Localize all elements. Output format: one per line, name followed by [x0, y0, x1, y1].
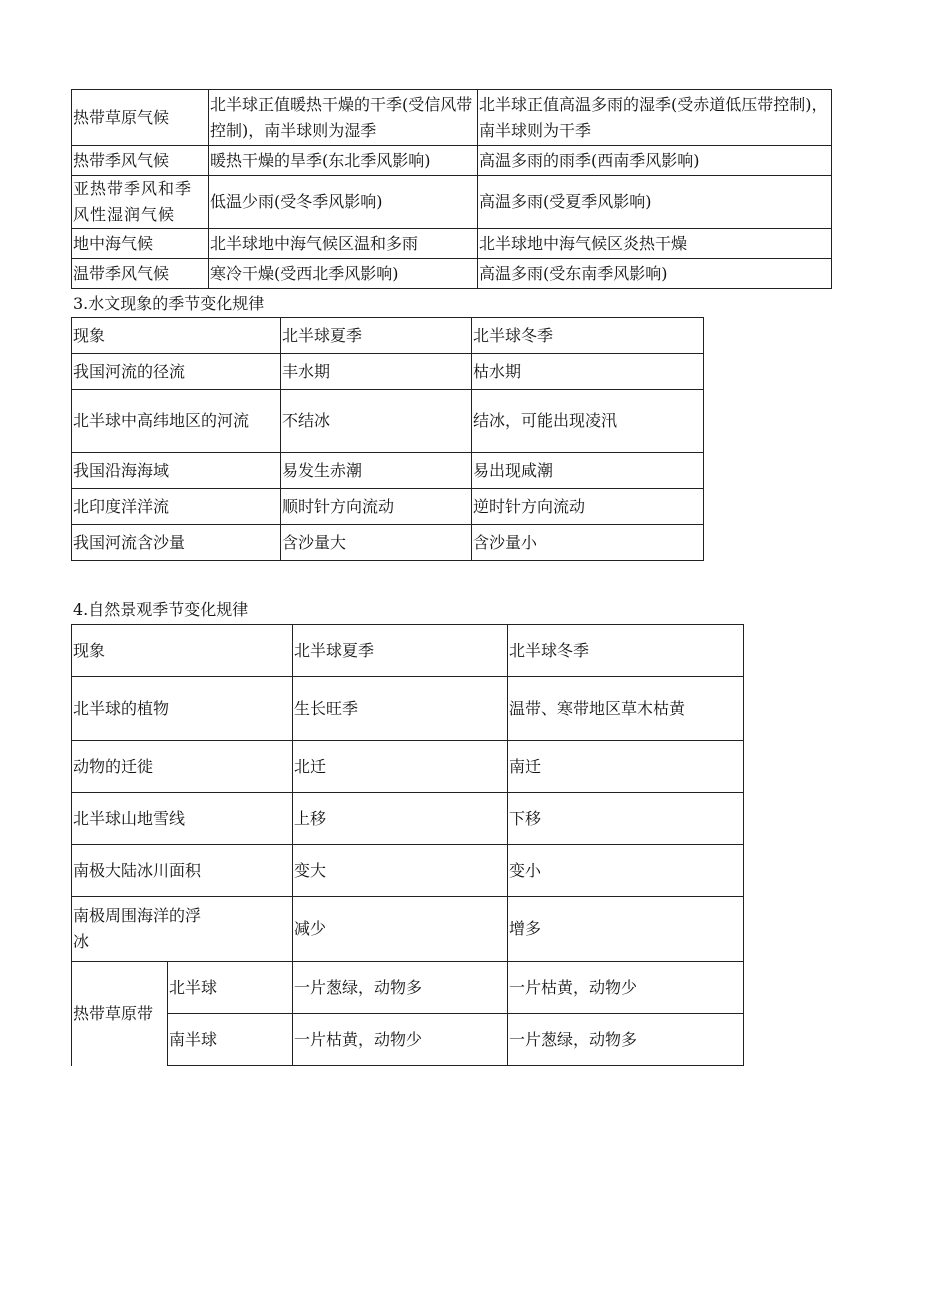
section-heading: 4.自然景观季节变化规律	[73, 600, 249, 619]
climate-north-winter: 高温多雨的雨季(西南季风影响)	[478, 146, 832, 176]
table-row	[72, 525, 704, 561]
table-row	[72, 741, 744, 793]
table-row	[72, 677, 744, 741]
section-heading: 3.水文现象的季节变化规律	[73, 294, 265, 313]
phenomenon-cell: 我国河流含沙量	[72, 525, 281, 561]
winter-cell: 增多	[508, 897, 744, 962]
column-header: 现象	[72, 625, 293, 677]
climate-north-summer: 北半球地中海气候区温和多雨	[209, 229, 478, 259]
table-header-row	[72, 318, 704, 354]
summer-cell: 生长旺季	[293, 677, 508, 741]
climate-name: 亚热带季风和季风性湿润气候	[72, 176, 209, 229]
summer-cell: 顺时针方向流动	[281, 489, 472, 525]
hemisphere-cell: 南半球	[168, 1014, 293, 1066]
winter-cell: 温带、寒带地区草木枯黄	[508, 677, 744, 741]
climate-name: 地中海气候	[72, 229, 209, 259]
winter-cell: 易出现咸潮	[472, 453, 704, 489]
table-row	[72, 1014, 744, 1066]
climate-north-summer: 北半球正值暖热干燥的干季(受信风带控制)，南半球则为湿季	[209, 90, 478, 146]
summer-cell: 上移	[293, 793, 508, 845]
summer-cell: 北迁	[293, 741, 508, 793]
column-header: 北半球冬季	[508, 625, 744, 677]
phenomenon-text: 南极周围海洋的浮冰	[73, 906, 202, 951]
winter-cell: 逆时针方向流动	[472, 489, 704, 525]
climate-season-table	[71, 89, 832, 289]
climate-north-winter: 北半球地中海气候区炎热干燥	[478, 229, 832, 259]
hydrology-season-table	[71, 317, 704, 561]
winter-cell: 含沙量小	[472, 525, 704, 561]
phenomenon-cell: 北印度洋洋流	[72, 489, 281, 525]
phenomenon-cell: 我国河流的径流	[72, 354, 281, 390]
climate-north-summer: 暖热干燥的旱季(东北季风影响)	[209, 146, 478, 176]
winter-cell: 一片枯黄，动物少	[508, 962, 744, 1014]
phenomenon-cell: 动物的迁徙	[72, 741, 293, 793]
phenomenon-cell: 北半球的植物	[72, 677, 293, 741]
table-row	[72, 489, 704, 525]
winter-cell: 下移	[508, 793, 744, 845]
table-row	[72, 962, 744, 1014]
summer-cell: 易发生赤潮	[281, 453, 472, 489]
summer-cell: 变大	[293, 845, 508, 897]
table-row	[72, 793, 744, 845]
summer-cell: 一片枯黄，动物少	[293, 1014, 508, 1066]
table-row	[72, 176, 832, 229]
climate-north-summer: 寒冷干燥(受西北季风影响)	[209, 259, 478, 289]
climate-name: 热带草原气候	[72, 90, 209, 146]
column-header: 北半球夏季	[293, 625, 508, 677]
summer-cell: 丰水期	[281, 354, 472, 390]
winter-cell: 结冰，可能出现凌汛	[472, 390, 704, 453]
table-row	[72, 90, 832, 146]
climate-name: 热带季风气候	[72, 146, 209, 176]
table-row	[72, 897, 744, 962]
summer-cell: 不结冰	[281, 390, 472, 453]
climate-name: 温带季风气候	[72, 259, 209, 289]
table-row	[72, 390, 704, 453]
column-header: 北半球夏季	[281, 318, 472, 354]
winter-cell: 南迁	[508, 741, 744, 793]
summer-cell: 一片葱绿，动物多	[293, 962, 508, 1014]
winter-cell: 变小	[508, 845, 744, 897]
climate-north-winter: 高温多雨(受东南季风影响)	[478, 259, 832, 289]
phenomenon-cell: 我国沿海海域	[72, 453, 281, 489]
winter-cell: 枯水期	[472, 354, 704, 390]
phenomenon-cell	[72, 897, 293, 962]
summer-cell: 减少	[293, 897, 508, 962]
phenomenon-cell: 北半球山地雪线	[72, 793, 293, 845]
landscape-season-table	[71, 624, 744, 1066]
table-row	[72, 354, 704, 390]
summer-cell: 含沙量大	[281, 525, 472, 561]
column-header: 北半球冬季	[472, 318, 704, 354]
table-row	[72, 259, 832, 289]
winter-cell: 一片葱绿，动物多	[508, 1014, 744, 1066]
table-row	[72, 845, 744, 897]
savanna-label: 热带草原带	[72, 962, 168, 1066]
table-header-row	[72, 625, 744, 677]
climate-north-winter: 北半球正值高温多雨的湿季(受赤道低压带控制)，南半球则为干季	[478, 90, 832, 146]
climate-north-winter: 高温多雨(受夏季风影响)	[478, 176, 832, 229]
table-row	[72, 229, 832, 259]
phenomenon-cell: 南极大陆冰川面积	[72, 845, 293, 897]
table-row	[72, 453, 704, 489]
phenomenon-cell: 北半球中高纬地区的河流	[72, 390, 281, 453]
hemisphere-cell: 北半球	[168, 962, 293, 1014]
column-header: 现象	[72, 318, 281, 354]
climate-north-summer: 低温少雨(受冬季风影响)	[209, 176, 478, 229]
table-row	[72, 146, 832, 176]
